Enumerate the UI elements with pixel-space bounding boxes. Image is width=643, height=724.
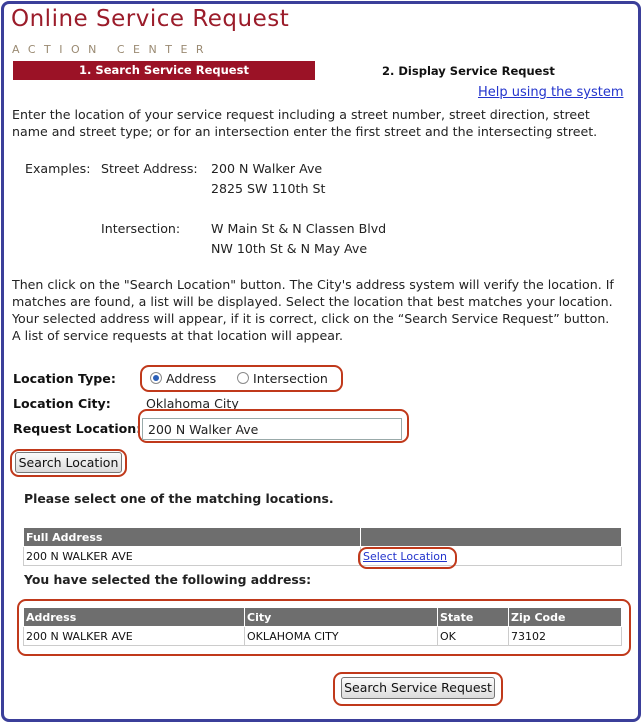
table-row xyxy=(24,547,622,566)
select-location-highlight xyxy=(358,547,457,569)
radio-intersection[interactable] xyxy=(237,371,328,386)
location-city-value: Oklahoma City xyxy=(146,396,239,411)
step-1-tab: 1. Search Service Request xyxy=(13,61,315,80)
street-example-2: 2825 SW 110th St xyxy=(211,181,326,196)
selected-address-cell: 200 N WALKER AVE xyxy=(24,627,245,646)
help-link[interactable]: Help using the system xyxy=(478,85,624,100)
column-header-zip: Zip Code xyxy=(509,608,622,627)
radio-unselected-icon[interactable] xyxy=(237,372,249,384)
radio-address[interactable] xyxy=(150,371,216,386)
request-location-label: Request Location: xyxy=(13,421,142,436)
intersection-example-1: W Main St & N Classen Blvd xyxy=(211,221,387,236)
search-service-request-button[interactable]: Search Service Request xyxy=(341,677,495,699)
request-location-input[interactable]: 200 N Walker Ave xyxy=(142,418,402,440)
selected-city-cell: OKLAHOMA CITY xyxy=(245,627,438,646)
location-city-label: Location City: xyxy=(13,396,111,411)
instructions2-line-2: matches are found, a list will be displayed. Select the location that best matches your location. xyxy=(12,294,613,309)
page-title: Online Service Request xyxy=(11,6,290,32)
selected-zip-cell: 73102 xyxy=(509,627,622,646)
column-header-state: State xyxy=(438,608,509,627)
search-location-button[interactable]: Search Location xyxy=(15,452,122,473)
column-header-full-address: Full Address xyxy=(24,528,361,547)
instructions2-line-1: Then click on the "Search Location" button. The City's address system will verify the location. If xyxy=(12,277,614,292)
radio-address-label: Address xyxy=(166,371,217,386)
intersection-label: Intersection: xyxy=(101,221,181,236)
radio-intersection-label: Intersection xyxy=(253,371,328,386)
intersection-example-2: NW 10th St & N May Ave xyxy=(211,241,368,256)
examples-label: Examples: xyxy=(25,161,91,176)
column-header-city: City xyxy=(245,608,438,627)
instructions2-line-3: Your selected address will appear, if it is correct, click on the “Search Service Request” button. xyxy=(12,311,610,326)
location-type-label: Location Type: xyxy=(13,371,116,386)
radio-selected-icon[interactable] xyxy=(150,372,162,384)
selected-heading: You have selected the following address: xyxy=(24,572,312,587)
column-header-action xyxy=(361,528,622,547)
instructions-line-2: name and street type; or for an intersection enter the first street and the intersecting street. xyxy=(12,124,598,139)
step-2-tab: 2. Display Service Request xyxy=(382,64,555,78)
selected-address-highlight xyxy=(17,599,631,656)
selected-state-cell: OK xyxy=(438,627,509,646)
select-location-link[interactable]: Select Location xyxy=(363,549,447,563)
page-subtitle: ACTION CENTER xyxy=(12,43,213,56)
column-header-address: Address xyxy=(24,608,245,627)
street-example-1: 200 N Walker Ave xyxy=(211,161,323,176)
street-address-label: Street Address: xyxy=(101,161,198,176)
instructions2-line-4: A list of service requests at that location will appear. xyxy=(12,328,344,343)
instructions-line-1: Enter the location of your service request including a street number, street direction, street xyxy=(12,107,590,122)
full-address-cell: 200 N WALKER AVE xyxy=(24,547,361,566)
matches-heading: Please select one of the matching locations. xyxy=(24,491,334,506)
matching-locations-table xyxy=(23,527,622,566)
